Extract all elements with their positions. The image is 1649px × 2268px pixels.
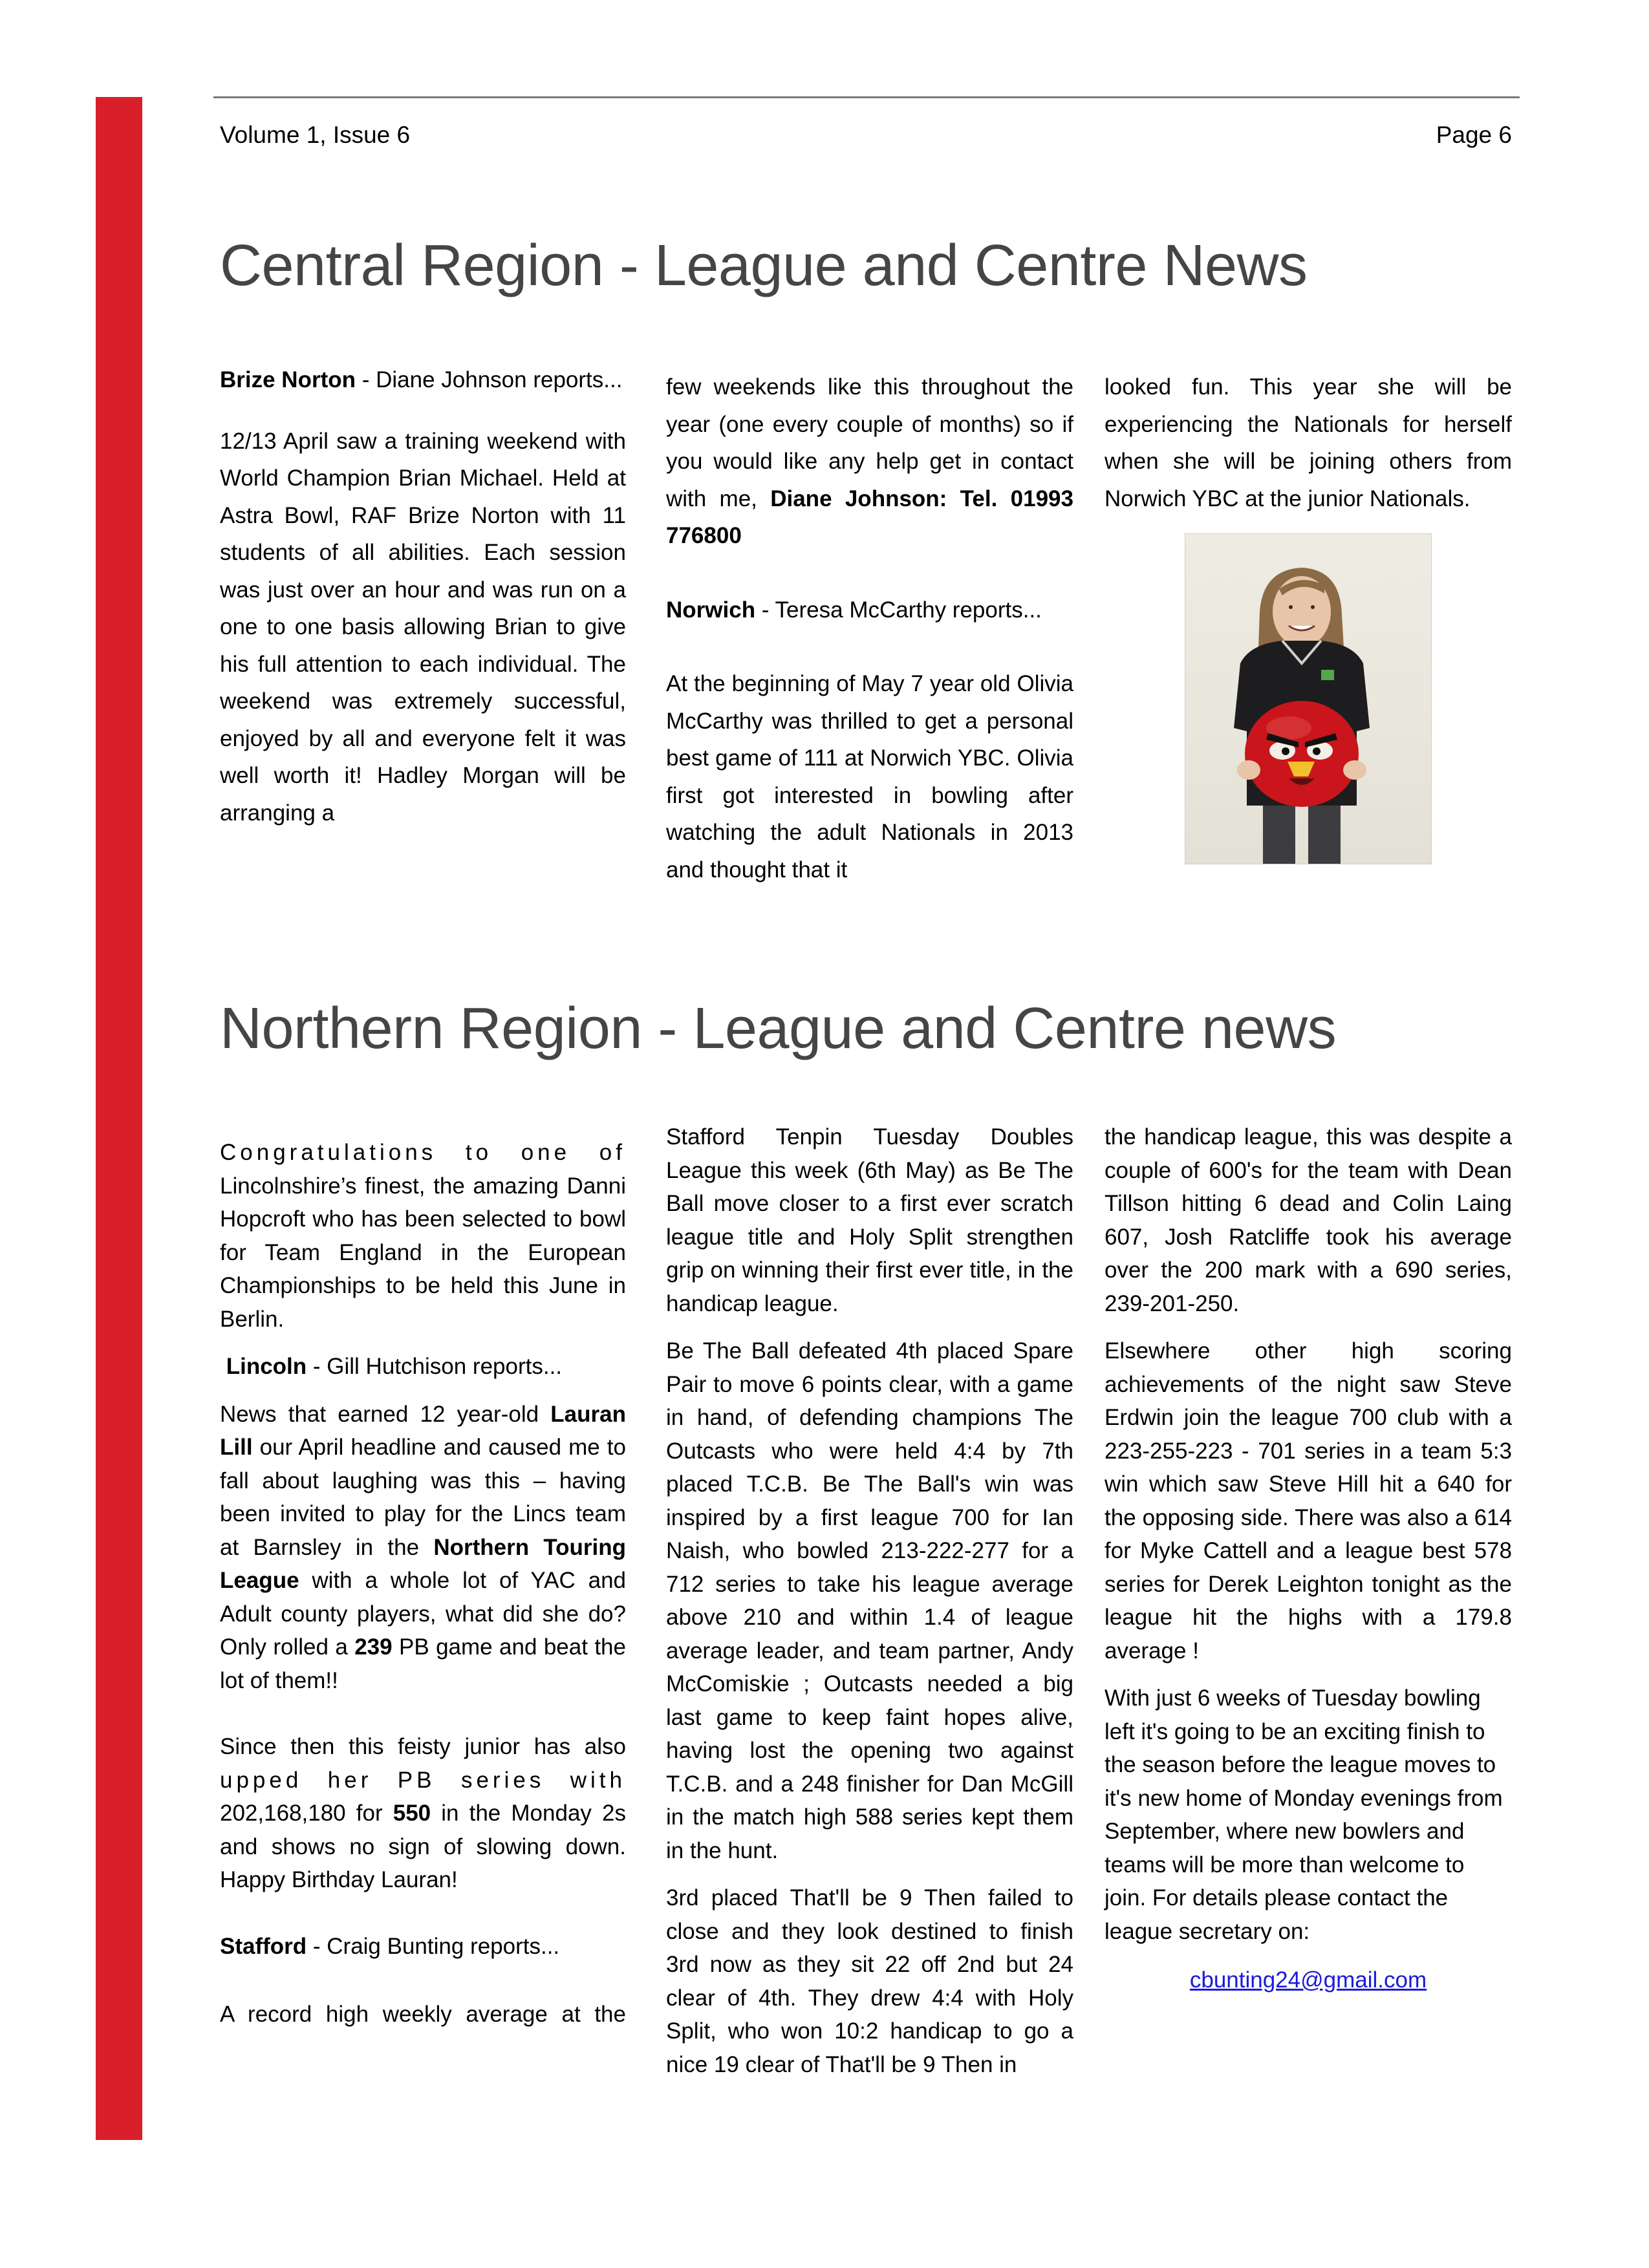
accent-side-bar <box>96 97 142 2140</box>
stafford-paragraph-1-start: A record high weekly average at the <box>220 2002 626 2027</box>
stafford-paragraph-2: Be The Ball defeated 4th placed Spare Pair to move 6 points clear, with a game in hand, of defending champions The Outcasts who were held 4:4 by 7th placed T.C.B. Be The Ball's win was inspired by a first league 700 for Ian Naish, who bowled 213-222-277 for a 712 series to take his league average above 210 and within 1.4 of league average leader, and team partner, Andy McComiskie ; Outcasts needed a big last game to keep faint hopes alive, having lost the opening two against T.C.B. and a 248 finisher for Dan McGill in the match high 588 series kept them in the hunt. <box>666 1338 1073 1863</box>
northern-column-3 <box>1105 1120 1512 1997</box>
stafford-paragraph-1-cont: Stafford Tenpin Tuesday Doubles League this week (6th May) as Be The Ball move closer to a first ever scratch league title and Holy Split strengthen grip on winning their first ever title, in the handicap league. <box>666 1124 1073 1316</box>
diane-johnson-contact: Diane Johnson: Tel. 01993 776800 <box>666 486 1073 548</box>
lincoln-byline: Lincoln - Gill Hutchison reports... <box>226 1354 563 1379</box>
central-column-2 <box>666 369 1073 888</box>
lincoln-paragraph-2: Since then this feisty junior has also upped her PB series with 202,168,180 for 550 in the Monday 2s and shows no sign of slowing down. Happy Birthday Lauran! <box>220 1734 626 1892</box>
brize-norton-body-cont: few weekends like this throughout the year (one every couple of months) so if you would like any help get in contact with me, Diane Johnson: Tel. 01993 776800 <box>666 374 1073 548</box>
lincoln-paragraph-1: News that earned 12 year-old Lauran Lill our April headline and caused me to fall about laughing was this – having been invited to play for the Lincs team at Barnsley in the Northern Touring League with a whole lot of YAC and Adult county players, what did she do? Only rolled a 239 PB game and beat the lot of them!! <box>220 1401 626 1693</box>
norwich-body: At the beginning of May 7 year old Olivia McCarthy was thrilled to get a personal best game of 111 at Norwich YBC. Olivia first got interested in bowling after watching the adult Nationals in 2013 and thought that it <box>666 671 1073 883</box>
norwich-place: Norwich <box>666 597 756 623</box>
stafford-paragraph-5: With just 6 weeks of Tuesday bowling left it's going to be an exciting finish to the season before the league moves to it's new home of Monday evenings from September, where new bowlers and teams will be more than welcome to join. For details please contact the league secretary on: <box>1105 1685 1503 1944</box>
page-number: Page 6 <box>1436 122 1512 148</box>
header-rule <box>213 96 1520 98</box>
central-column-3 <box>1105 369 1512 517</box>
stafford-place: Stafford <box>220 1933 307 1959</box>
central-region-title: Central Region - League and Centre News <box>220 233 1308 298</box>
lincoln-place: Lincoln <box>226 1354 307 1379</box>
lauran-lill-name: Lauran Lill <box>220 1401 626 1460</box>
norwich-body-cont: looked fun. This year she will be experiencing the Nationals for herself when she will be joining others from Norwich YBC at the junior Nationals. <box>1105 374 1512 511</box>
stafford-paragraph-3-cont: the handicap league, this was despite a couple of 600's for the team with Dean Tillson hitting 6 dead and Colin Laing 607, Josh Ratcliffe took his average over the 200 mark with a 690 series, 239-201-250. <box>1105 1124 1512 1316</box>
stafford-paragraph-3: 3rd placed That'll be 9 Then failed to close and they look destined to finish 3rd now as they sit 22 off 2nd but 24 clear of 4th. They drew 4:4 with Holy Split, who won 10:2 handicap to go a nice 19 clear of That'll be 9 Then in <box>666 1885 1073 2077</box>
brize-norton-place: Brize Norton <box>220 367 356 392</box>
norwich-byline: Norwich - Teresa McCarthy reports... <box>666 597 1042 623</box>
olivia-mccarthy-photo <box>1185 533 1432 864</box>
northern-column-2 <box>666 1120 1073 2081</box>
bowler-with-ball-image <box>1185 534 1431 864</box>
pb-series-score: 550 <box>393 1801 431 1826</box>
congrats-lead: Congratulations to one of <box>220 1140 626 1165</box>
northern-region-title: Northern Region - League and Centre news <box>220 996 1337 1061</box>
secretary-email-line <box>1105 1963 1512 1997</box>
northern-column-1 <box>220 1136 626 2031</box>
northern-touring-league: Northern Touring League <box>220 1534 626 1593</box>
issue-label: Volume 1, Issue 6 <box>220 122 411 148</box>
stafford-byline: Stafford - Craig Bunting reports... <box>220 1933 560 1959</box>
congrats-body: Lincolnshire’s finest, the amazing Danni Hopcroft who has been selected to bowl for Team England in the European Championships to be held this June in Berlin. <box>220 1173 626 1332</box>
stafford-paragraph-4: Elsewhere other high scoring achievements of the night saw Steve Erdwin join the league 700 club with a 223-255-223 - 701 series in a team 5:3 win which saw Steve Hill hit a 640 for the opposing side. There was also a 614 for Myke Cattell and a league best 578 series for Derek Leighton tonight as the league hit the highs with a 179.8 average ! <box>1105 1338 1512 1664</box>
brize-norton-body: 12/13 April saw a training weekend with World Champion Brian Michael. Held at Astra Bowl, RAF Brize Norton with 11 students of all abilities. Each session was just over an hour and was run on a one to one basis allowing Brian to give his full attention to each individual. The weekend was extremely successful, enjoyed by all and everyone felt it was well worth it! Hadley Morgan will be arranging a <box>220 428 626 826</box>
secretary-email-link[interactable]: cbunting24@gmail.com <box>1189 1967 1427 1993</box>
central-column-1 <box>220 363 626 831</box>
pb-game-score: 239 <box>354 1634 393 1660</box>
brize-norton-byline: Brize Norton - Diane Johnson reports... <box>220 367 623 392</box>
